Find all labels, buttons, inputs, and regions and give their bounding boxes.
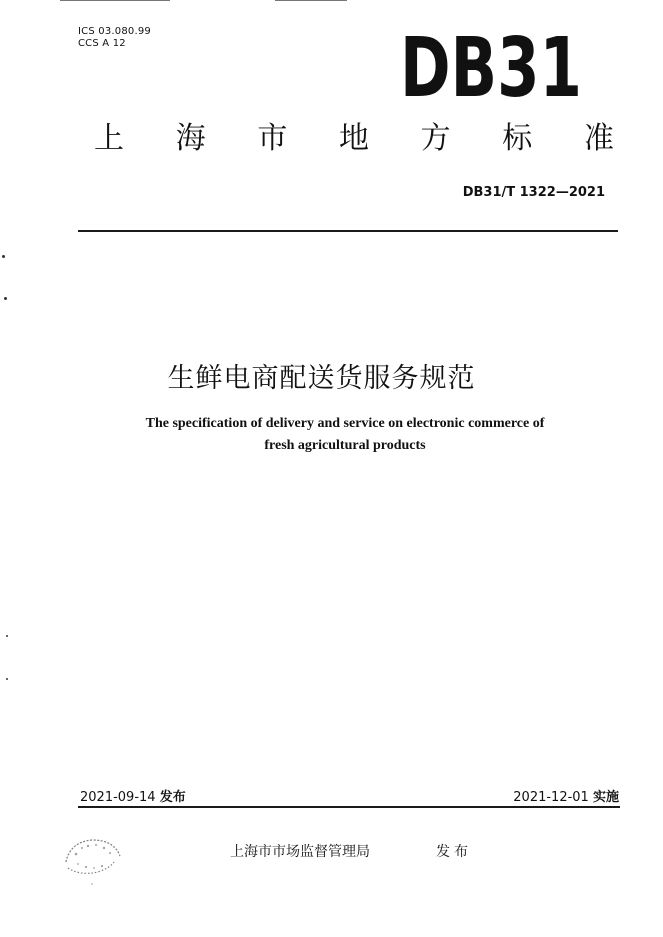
classification-codes: [78, 26, 151, 50]
standard-type-char: 市: [257, 121, 288, 156]
header-rule: [78, 230, 618, 232]
scan-speck: [6, 635, 8, 637]
standard-type-char: 准: [583, 121, 614, 156]
standard-type-char: 地: [338, 121, 369, 156]
ccs-code: CCS A 12: [78, 38, 126, 49]
implement-date: 2021-12-01: [513, 790, 589, 805]
scan-speck: [4, 297, 7, 300]
issuer-action: 发布: [436, 844, 472, 860]
ics-code: ICS 03.080.99: [78, 26, 151, 37]
db31-logo: [398, 21, 584, 116]
standard-type-char: 海: [175, 121, 206, 156]
issue-label: 发布: [159, 790, 186, 805]
implement-label: 实施: [592, 790, 619, 805]
logo-text: DB31: [400, 21, 582, 116]
standard-number: DB31/T 1322—2021: [462, 185, 605, 200]
stamp-seal: [58, 832, 128, 894]
english-title: [110, 413, 580, 457]
english-title-line: fresh agricultural products: [264, 438, 426, 453]
scan-speck: [2, 255, 5, 258]
issuer-name: 上海市市场监督管理局: [230, 844, 370, 860]
chinese-title: 生鲜电商配送货服务规范: [167, 363, 476, 394]
scan-speck: [6, 678, 8, 680]
implement-date-block: [513, 786, 619, 805]
issue-date: 2021-09-14: [80, 790, 156, 805]
footer-rule: [78, 806, 620, 808]
english-title-line: The specification of delivery and service on electronic commerce of: [145, 416, 545, 431]
standard-type-char: 方: [420, 121, 451, 156]
standard-type: [94, 118, 614, 160]
issue-date-block: [80, 786, 186, 805]
scan-artifact: [275, 0, 347, 1]
scan-artifact: [60, 0, 170, 1]
standard-type-char: 上: [94, 121, 124, 156]
standard-type-char: 标: [502, 121, 533, 156]
